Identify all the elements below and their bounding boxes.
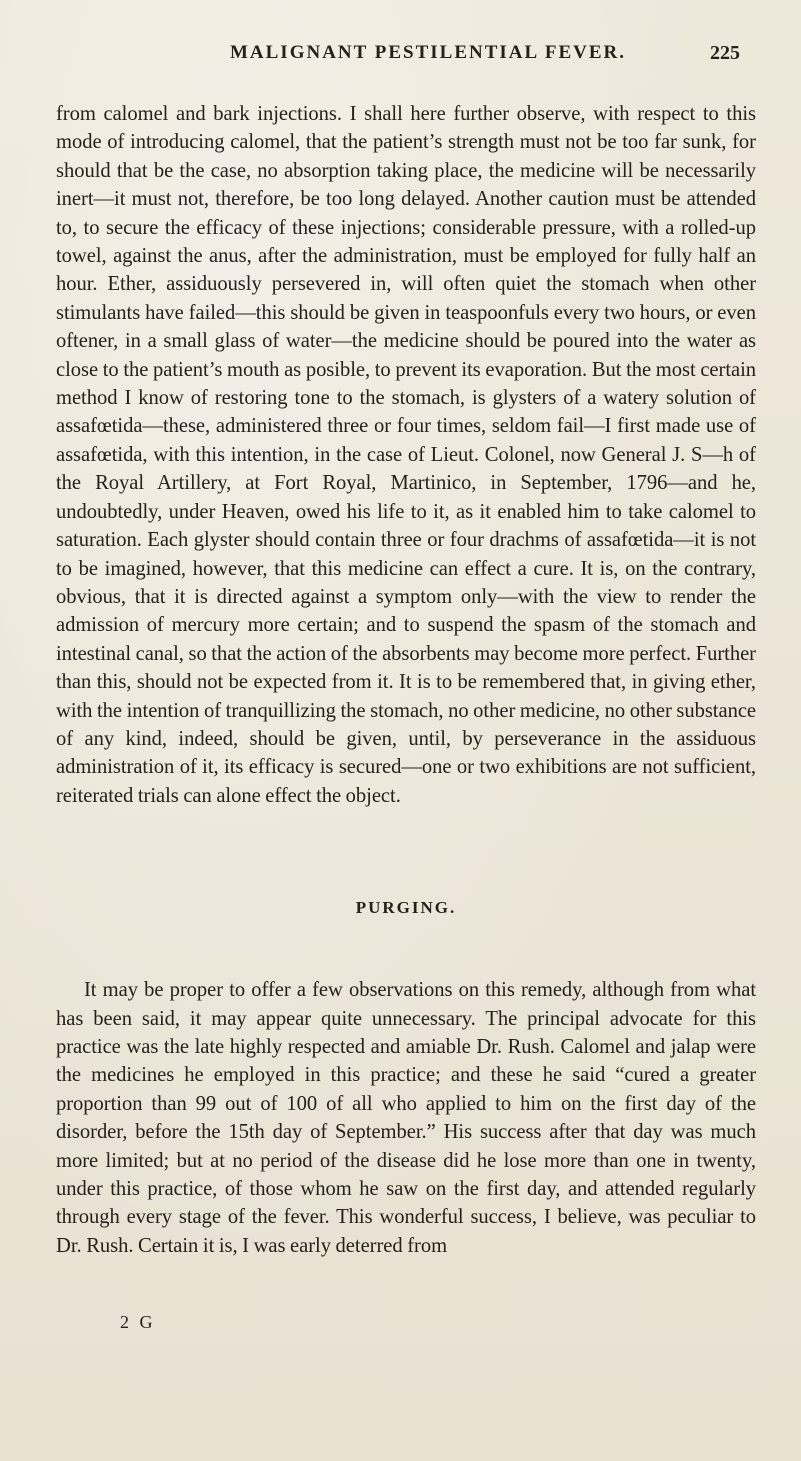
section-heading-purging: PURGING. [355, 898, 457, 918]
running-head [108, 42, 748, 76]
signature-mark: 2 G [120, 1312, 156, 1332]
paragraph-purging: It may be proper to offer a few observations on this remedy, although from what has been said, it may appear quite unnecessary. The principal advocate for this practice was the late highly respected and amiable Dr. Rush. Calomel and jalap were the medicines he employed in this practice; and these he said “cured a greater proportion than 99 out of 100 of all who applied to him on the first day of the disorder, before the 15th day of September.” His success after that day was much more limited; but at no period of the disease did he lose more than one in twenty, under this practice, of those whom he saw on the first day, and attended regularly through every stage of the fever. This wonderful success, I believe, was peculiar to Dr. Rush. Certain it is, I was early deterred from [56, 979, 756, 1257]
page-number: 225 [710, 42, 740, 64]
running-title: MALIGNANT PESTILENTIAL FEVER. [229, 42, 627, 63]
paragraph-continuation: from calomel and bark injections. I shall here further observe, with respect to this mode of introducing calomel, that the patient’s strength must not be too far sunk, for should that be the case, no absorption taking place, the medicine will be necessarily inert—it must not, therefore, be too long delayed. Another caution must be attended to, to secure the efficacy of these injections; considerable pressure, with a rolled-up towel, against the anus, after the administration, must be employed for fully half an hour. Ether, assiduously persevered in, will often quiet the stomach when other stimulants have failed—this should be given in teaspoonfuls every two hours, or even oftener, in a small glass of water—the medicine should be poured into the water as close to the patient’s mouth as posible, to prevent its evaporation. But the most certain method I know of restoring tone to the stomach, is glysters of a watery solution of assafœtida—these, administered three or four times, seldom fail—I first made use of assafœtida, with this intention, in the case of Lieut. Colonel, now General J. S—h of the Royal Artillery, at Fort Royal, Martinico, in September, 1796—and he, undoubtedly, under Heaven, owed his life to it, as it enabled him to take calomel to saturation. Each glyster should contain three or four drachms of assafœtida—it is not to be imagined, however, that this medicine can effect a cure. It is, on the contrary, obvious, that it is directed against a symptom only—with the view to render the admission of mercury more certain; and to suspend the spasm of the stomach and intestinal canal, so that the action of the absorbents may become more perfect. Further than this, should not be expected from it. It is to be remembered that, in giving ether, with the intention of tranquillizing the stomach, no other medicine, no other substance of any kind, indeed, should be given, until, by perseverance in the assiduous administration of it, its efficacy is secured—one or two exhibitions are not sufficient, reiterated trials can alone effect the object. [56, 103, 756, 807]
body-text [56, 100, 756, 1260]
